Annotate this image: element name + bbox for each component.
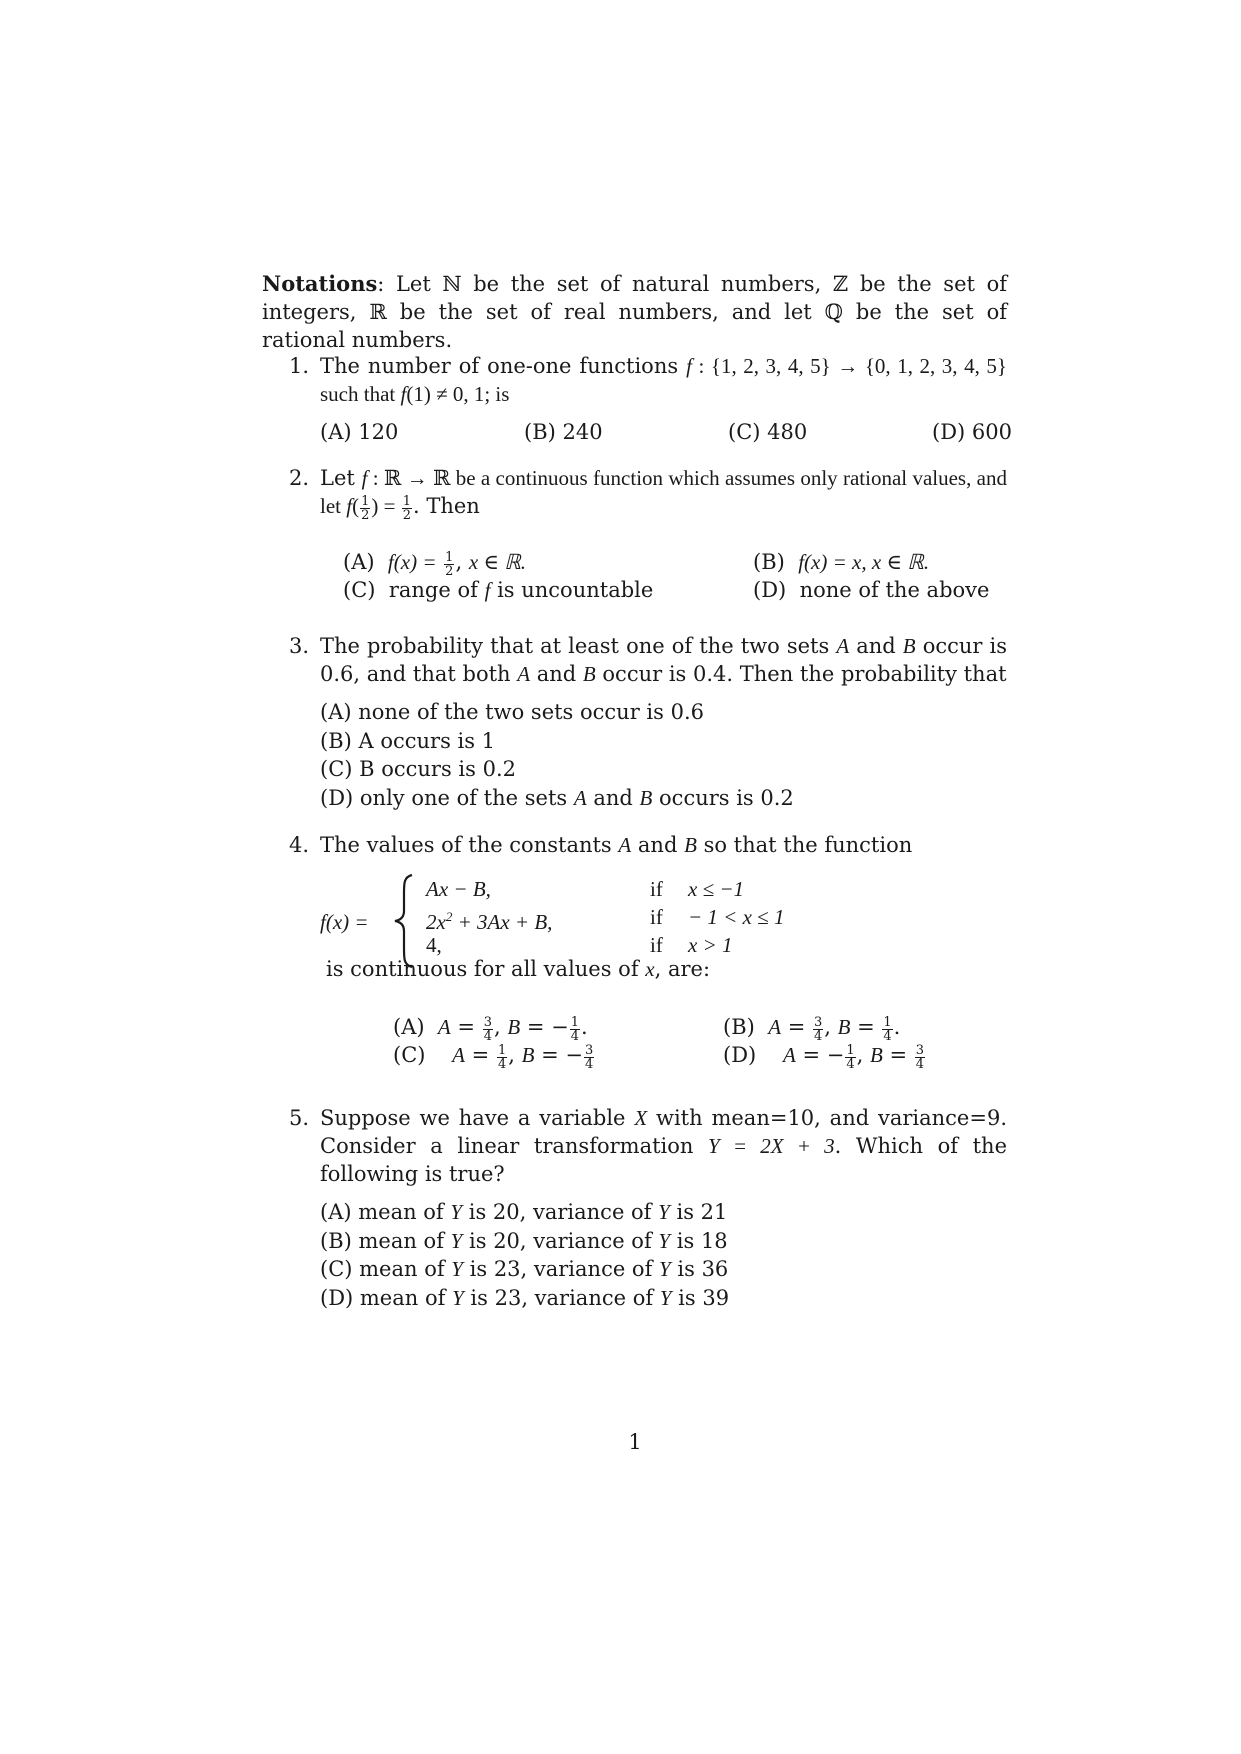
case-3-cond: x > 1: [688, 933, 733, 957]
case-1-cond: x ≤ −1: [688, 877, 745, 901]
case-1-expr: Ax − B,: [426, 877, 491, 901]
option-d: (D) A = − $\frac{1}{4}$ , B = $\frac{3}{4}$: [723, 1042, 925, 1072]
continuity-text: is continuous for all values of x, are:: [326, 957, 711, 981]
question-3: [289, 632, 1007, 812]
case-2-cond: − 1 < x ≤ 1: [688, 905, 785, 929]
option-b: (B) mean of Y is 20, variance of Y is 18: [320, 1228, 728, 1253]
notations-paragraph: [262, 270, 1007, 354]
option-a: (A) mean of Y is 20, variance of Y is 21: [320, 1200, 728, 1224]
notations-label: Notations: [262, 271, 378, 296]
answer-options: [320, 1198, 1007, 1312]
option-c: (C) B occurs is 0.2: [320, 757, 516, 781]
question-number: 3.: [289, 634, 310, 658]
case-3-if: if: [650, 933, 663, 957]
option-a: (A) A = $\frac{3}{4}$ , B = − $\frac{1}{4}$ .: [393, 1014, 588, 1044]
case-3-expr: 4,: [426, 933, 442, 957]
fraction: $\frac{1}{2}$: [402, 493, 411, 523]
question-text: The number of one-one functions f : {1, 2, 3, 4, 5} → {0, 1, 2, 3, 4, 5} such that f(1) ≠ 0, 1; is: [320, 354, 1007, 406]
option-a: (A) 120: [320, 420, 399, 444]
option-a: (A) none of the two sets occur is 0.6: [320, 700, 704, 724]
question-text: The values of the constants A and B so that the function: [320, 833, 913, 857]
case-1-if: if: [650, 877, 663, 901]
notations-text: : Let ℕ be the set of natural numbers, ℤ be the set of integers, ℝ be the set of real numbers, and let ℚ be the set of rational numbers.: [262, 272, 1007, 352]
question-4: [289, 831, 1007, 1101]
question-5: [289, 1104, 1007, 1312]
option-d: (D) 600: [932, 420, 1012, 444]
question-number: 2.: [289, 466, 310, 490]
question-number: 4.: [289, 833, 310, 857]
option-b: (B) 240: [524, 420, 603, 444]
answer-options: [343, 548, 1007, 606]
question-2: [289, 464, 1007, 606]
option-c: (C) A = $\frac{1}{4}$ , B = − $\frac{3}{4}$: [393, 1042, 594, 1072]
question-1: [289, 352, 1012, 446]
option-b: (B) A = $\frac{3}{4}$ , B = $\frac{1}{4}$ .: [723, 1014, 901, 1044]
option-b: (B) A occurs is 1: [320, 728, 496, 753]
answer-options: [393, 1013, 1013, 1071]
fraction: $\frac{1}{2}$: [361, 493, 370, 523]
option-d: (D) mean of Y is 23, variance of Y is 39: [320, 1285, 730, 1310]
case-2-if: if: [650, 905, 663, 929]
question-number: 1.: [289, 354, 310, 378]
option-d: (D) only one of the sets A and B occurs is 0.2: [320, 785, 794, 810]
question-number: 5.: [289, 1106, 310, 1130]
answer-options: [320, 418, 1012, 446]
question-text: The probability that at least one of the two sets A and B occur is 0.6, and that both A and B occur is 0.4. Then the probability that: [320, 634, 1007, 686]
option-a: (A) f(x) = $\frac{1}{2}$ , x ∈ ℝ.: [343, 549, 527, 579]
case-2-expr: $2x^2 + 3Ax + B$,: [426, 909, 553, 934]
question-text: Let f : ℝ → ℝ be a continuous function which assumes only rational values, and let f( $\frac{1}{2}$ ) = $\frac{1}{2}$ . Then: [320, 466, 1007, 523]
option-c: (C) mean of Y is 23, variance of Y is 36: [320, 1257, 729, 1281]
option-c: (C) range of f is uncountable: [343, 577, 654, 602]
option-c: (C) 480: [728, 420, 808, 444]
function-lhs: f(x) =: [320, 910, 369, 934]
option-b: (B) f(x) = x, x ∈ ℝ.: [753, 549, 930, 574]
page-number: 1: [628, 1430, 642, 1454]
answer-options: [320, 698, 1007, 812]
option-d: (D) none of the above: [753, 577, 990, 602]
question-text: Suppose we have a variable X with mean=10, and variance=9. Consider a linear transformation Y = 2X + 3. Which of the following is true?: [320, 1106, 1007, 1186]
